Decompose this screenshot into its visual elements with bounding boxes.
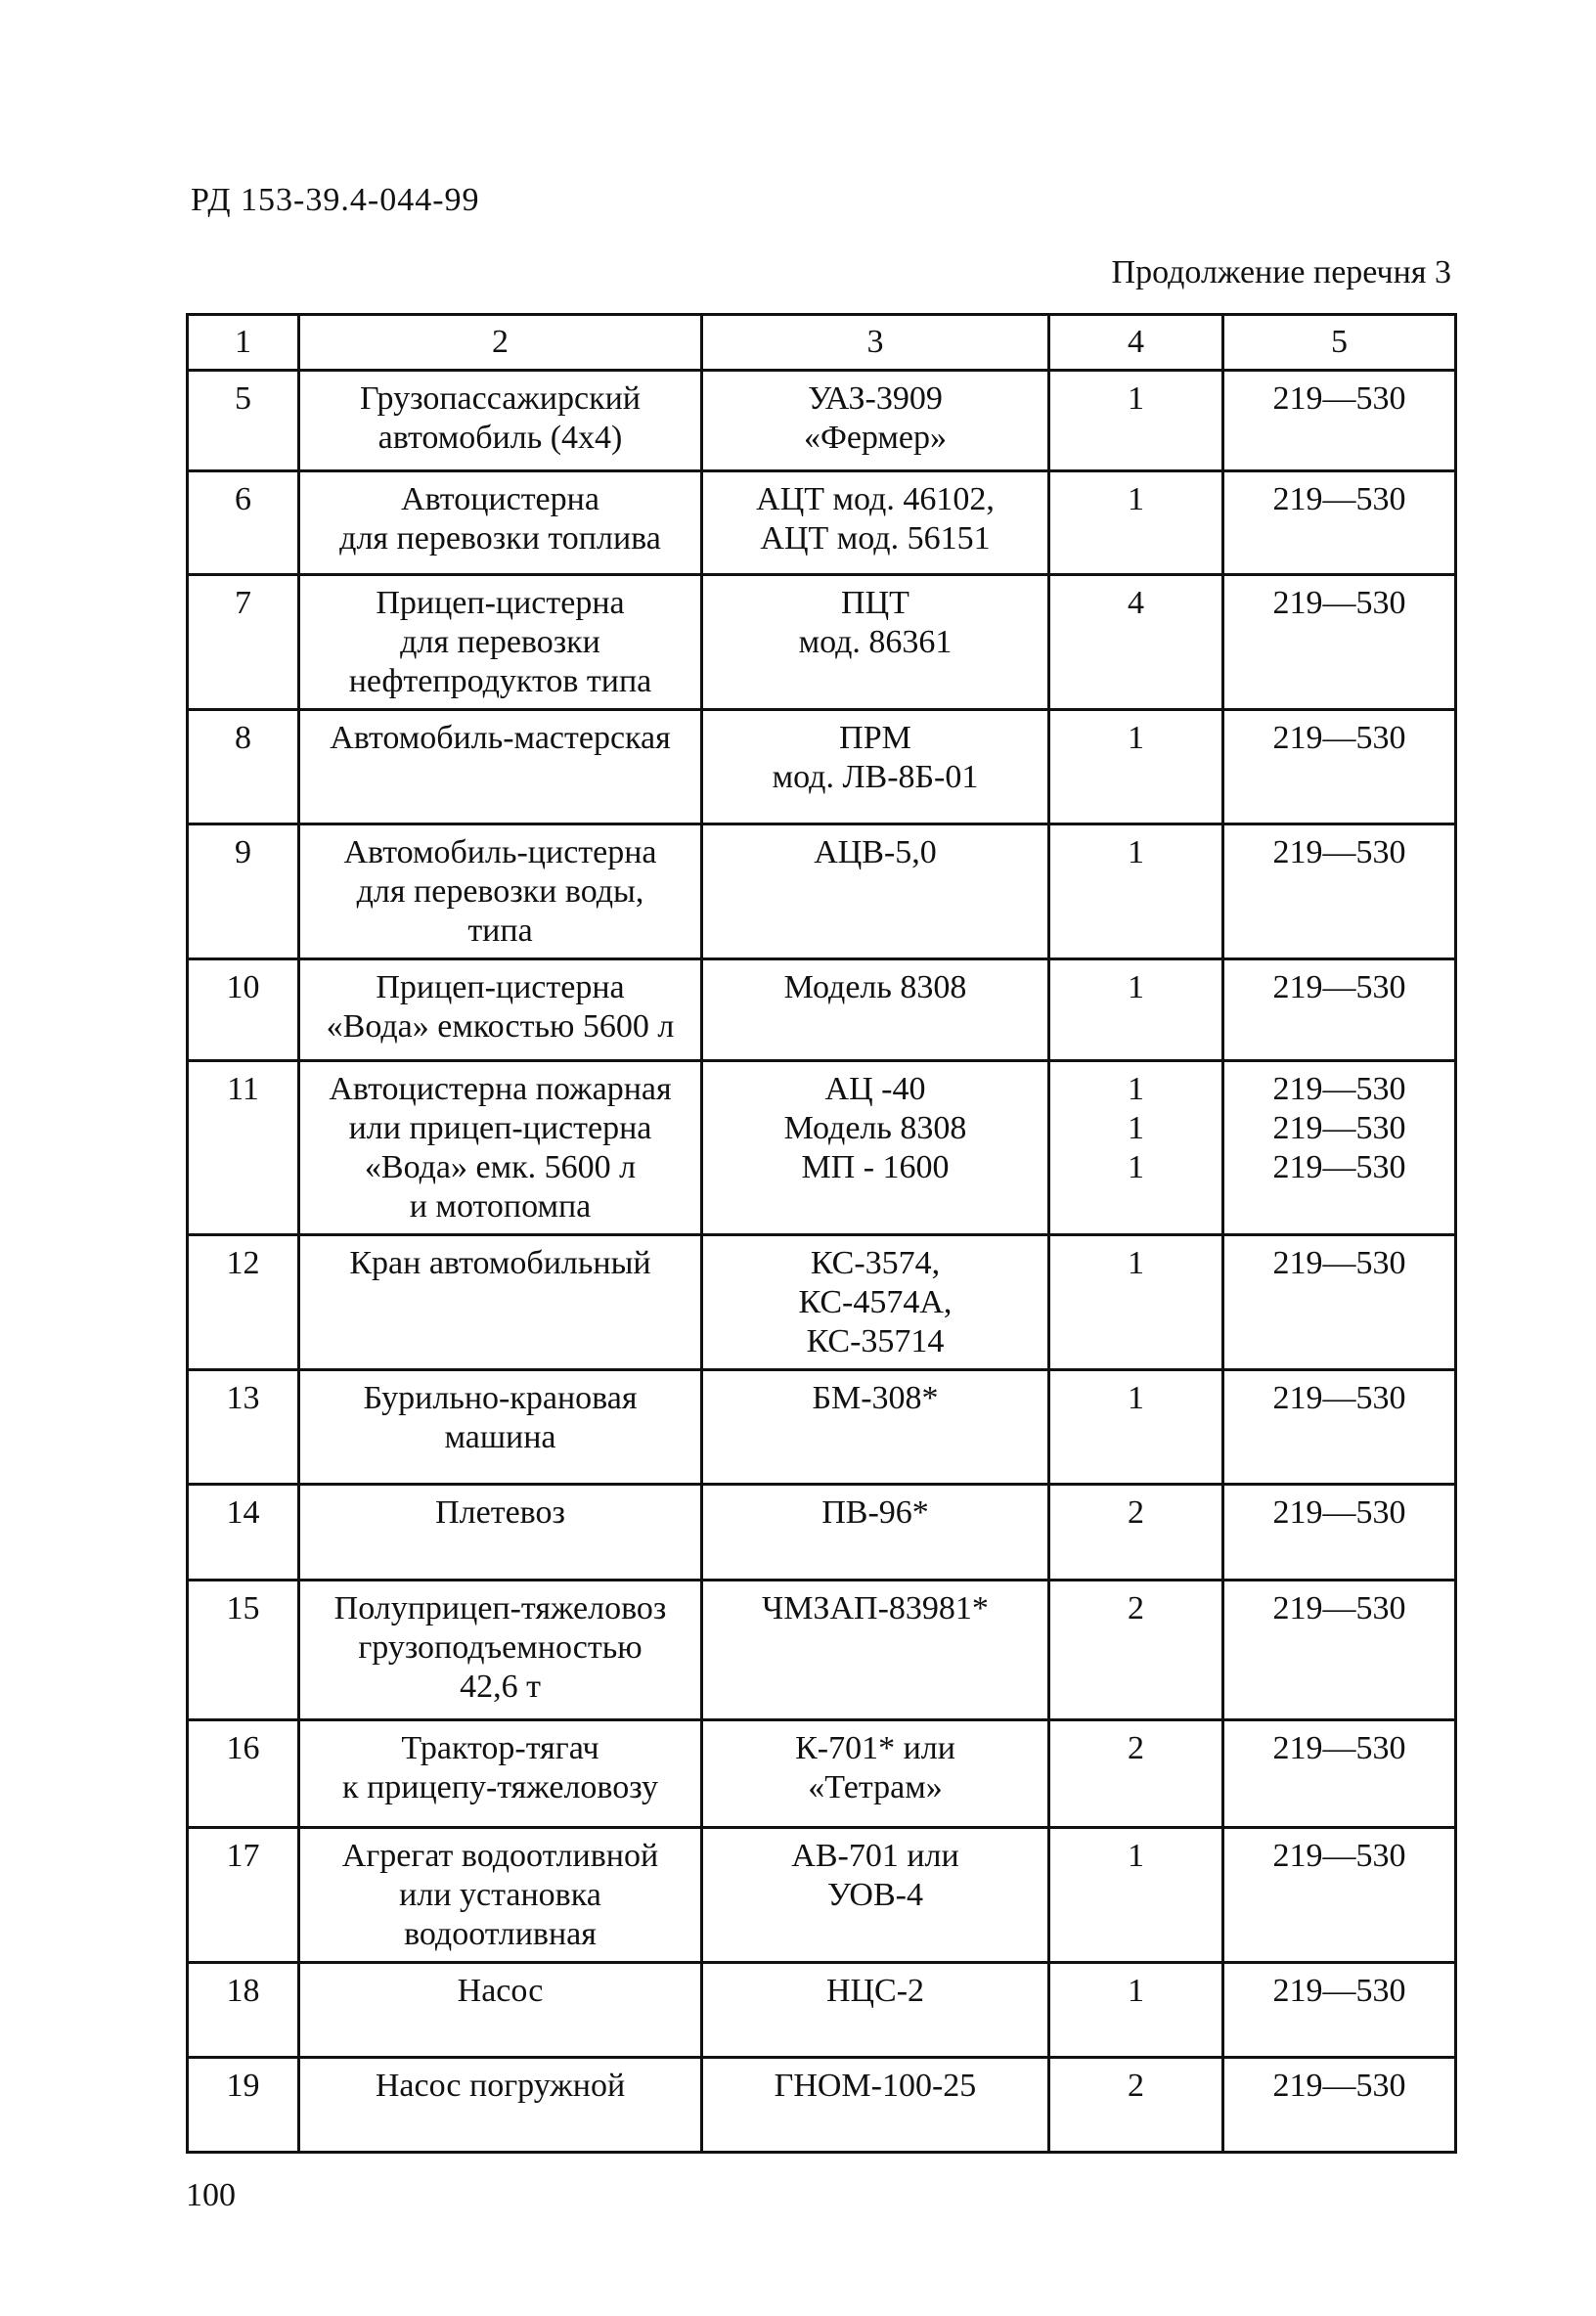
equipment-model: ПРМ мод. ЛВ-8Б-01 <box>702 710 1049 824</box>
equipment-model: АВ-701 или УОВ-4 <box>702 1828 1049 1963</box>
equipment-quantity: 1 <box>1049 1235 1223 1370</box>
equipment-range: 219—530 <box>1223 371 1456 471</box>
equipment-quantity: 1 <box>1049 710 1223 824</box>
document-code: РД 153-39.4-044-99 <box>191 182 480 218</box>
table-row <box>188 575 1456 710</box>
equipment-quantity: 1 <box>1049 471 1223 575</box>
equipment-range: 219—530 <box>1223 1581 1456 1720</box>
equipment-quantity: 1 <box>1049 1828 1223 1963</box>
table-row <box>188 1485 1456 1581</box>
table-row <box>188 710 1456 824</box>
row-number: 11 <box>188 1061 299 1235</box>
equipment-quantity: 1 <box>1049 371 1223 471</box>
equipment-name: Насос погружной <box>299 2058 702 2153</box>
table-row <box>188 1235 1456 1370</box>
equipment-name: Насос <box>299 1963 702 2058</box>
equipment-quantity: 1 <box>1049 1370 1223 1485</box>
equipment-range: 219—530 <box>1223 1485 1456 1581</box>
equipment-name: Автомобиль-цистерна для перевозки воды, типа <box>299 824 702 959</box>
equipment-model: АЦВ-5,0 <box>702 824 1049 959</box>
equipment-quantity: 2 <box>1049 2058 1223 2153</box>
table-row <box>188 1828 1456 1963</box>
equipment-model: КС-3574, КС-4574А, КС-35714 <box>702 1235 1049 1370</box>
equipment-range: 219—530 <box>1223 1963 1456 2058</box>
row-number: 14 <box>188 1485 299 1581</box>
equipment-model: ПЦТ мод. 86361 <box>702 575 1049 710</box>
equipment-range: 219—530 <box>1223 471 1456 575</box>
equipment-quantity: 2 <box>1049 1720 1223 1828</box>
table-row <box>188 1370 1456 1485</box>
equipment-model: НЦС-2 <box>702 1963 1049 2058</box>
equipment-model: АЦ -40 Модель 8308 МП - 1600 <box>702 1061 1049 1235</box>
page-number: 100 <box>186 2177 236 2213</box>
equipment-model: ПВ-96* <box>702 1485 1049 1581</box>
column-header: 1 <box>188 315 299 371</box>
column-header: 5 <box>1223 315 1456 371</box>
equipment-model: К-701* или «Тетрам» <box>702 1720 1049 1828</box>
equipment-range: 219—530 <box>1223 710 1456 824</box>
row-number: 7 <box>188 575 299 710</box>
equipment-quantity: 1 <box>1049 824 1223 959</box>
equipment-name: Прицеп-цистерна для перевозки нефтепродуктов типа <box>299 575 702 710</box>
equipment-range: 219—530 <box>1223 959 1456 1061</box>
row-number: 8 <box>188 710 299 824</box>
equipment-range: 219—530 <box>1223 2058 1456 2153</box>
equipment-table <box>186 313 1457 2154</box>
equipment-name: Автоцистерна пожарная или прицеп-цистерна «Вода» емк. 5600 л и мотопомпа <box>299 1061 702 1235</box>
equipment-model: АЦТ мод. 46102, АЦТ мод. 56151 <box>702 471 1049 575</box>
equipment-quantity: 1 1 1 <box>1049 1061 1223 1235</box>
row-number: 16 <box>188 1720 299 1828</box>
row-number: 13 <box>188 1370 299 1485</box>
equipment-name: Автоцистерна для перевозки топлива <box>299 471 702 575</box>
equipment-range: 219—530 <box>1223 1370 1456 1485</box>
column-header: 2 <box>299 315 702 371</box>
row-number: 12 <box>188 1235 299 1370</box>
equipment-range: 219—530 <box>1223 575 1456 710</box>
row-number: 6 <box>188 471 299 575</box>
equipment-name: Кран автомобильный <box>299 1235 702 1370</box>
row-number: 10 <box>188 959 299 1061</box>
row-number: 15 <box>188 1581 299 1720</box>
row-number: 9 <box>188 824 299 959</box>
equipment-range: 219—530 219—530 219—530 <box>1223 1061 1456 1235</box>
continuation-caption: Продолжение перечня 3 <box>1111 254 1451 290</box>
equipment-name: Полуприцеп-тяжеловоз грузоподъемностью 42,6 т <box>299 1581 702 1720</box>
row-number: 19 <box>188 2058 299 2153</box>
equipment-range: 219—530 <box>1223 1235 1456 1370</box>
table-row <box>188 1061 1456 1235</box>
equipment-range: 219—530 <box>1223 1720 1456 1828</box>
table-header-row <box>188 315 1456 371</box>
equipment-range: 219—530 <box>1223 1828 1456 1963</box>
table-row <box>188 1963 1456 2058</box>
equipment-quantity: 2 <box>1049 1581 1223 1720</box>
equipment-quantity: 1 <box>1049 959 1223 1061</box>
equipment-name: Бурильно-крановая машина <box>299 1370 702 1485</box>
equipment-model: ЧМЗАП-83981* <box>702 1581 1049 1720</box>
table-row <box>188 371 1456 471</box>
column-header: 4 <box>1049 315 1223 371</box>
equipment-name: Автомобиль-мастерская <box>299 710 702 824</box>
equipment-name: Трактор-тягач к прицепу-тяжеловозу <box>299 1720 702 1828</box>
equipment-name: Агрегат водоотливной или установка водоотливная <box>299 1828 702 1963</box>
row-number: 18 <box>188 1963 299 2058</box>
table-row <box>188 471 1456 575</box>
equipment-quantity: 4 <box>1049 575 1223 710</box>
equipment-quantity: 2 <box>1049 1485 1223 1581</box>
equipment-name: Грузопассажирский автомобиль (4x4) <box>299 371 702 471</box>
equipment-model: УАЗ-3909 «Фермер» <box>702 371 1049 471</box>
table-row <box>188 824 1456 959</box>
table-row <box>188 959 1456 1061</box>
equipment-name: Плетевоз <box>299 1485 702 1581</box>
table-row <box>188 1720 1456 1828</box>
equipment-range: 219—530 <box>1223 824 1456 959</box>
row-number: 5 <box>188 371 299 471</box>
column-header: 3 <box>702 315 1049 371</box>
equipment-name: Прицеп-цистерна «Вода» емкостью 5600 л <box>299 959 702 1061</box>
table-row <box>188 2058 1456 2153</box>
table-row <box>188 1581 1456 1720</box>
equipment-model: ГНОМ-100-25 <box>702 2058 1049 2153</box>
equipment-quantity: 1 <box>1049 1963 1223 2058</box>
row-number: 17 <box>188 1828 299 1963</box>
equipment-model: Модель 8308 <box>702 959 1049 1061</box>
equipment-model: БМ-308* <box>702 1370 1049 1485</box>
